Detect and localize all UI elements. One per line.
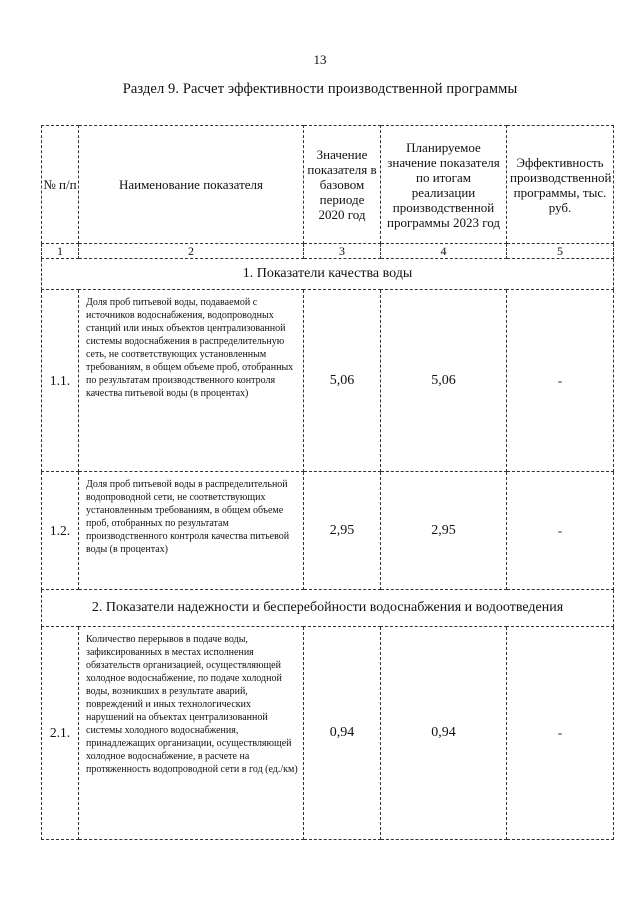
header-num: № п/п — [42, 126, 79, 244]
base-value: 5,06 — [304, 290, 381, 472]
planned-value: 2,95 — [381, 472, 507, 590]
page-number: 13 — [313, 52, 327, 67]
indicator-name: Доля проб питьевой воды, подаваемой с источников водоснабжения, водопроводных станций или иных объектов централизованной системы водоснабжения в распределительную сеть, не соответствующих установленным требованиям, в общем объеме проб, отобранных по результатам производственного контроля качества питьевой воды (в процентах) — [79, 290, 304, 472]
header-planned: Планируемое значение показателя по итогам реализации производственной программы 2023 год — [381, 126, 507, 244]
row-number: 1.1. — [42, 290, 79, 472]
effect-value: - — [507, 627, 614, 840]
row-number: 2.1. — [42, 627, 79, 840]
group-title: 1. Показатели качества воды — [42, 259, 614, 290]
effect-value: - — [507, 472, 614, 590]
column-number: 2 — [79, 244, 304, 259]
indicator-name: Доля проб питьевой воды в распределительной водопроводной сети, не соответствующих установленным требованиям, в общем объеме проб, отобранных по результатам производственного контроля качества питьевой воды (в процентах) — [79, 472, 304, 590]
planned-value: 0,94 — [381, 627, 507, 840]
group-row — [42, 590, 614, 627]
base-value: 0,94 — [304, 627, 381, 840]
header-effect: Эффективность производственной программы, тыс. руб. — [507, 126, 614, 244]
table-header-row — [42, 126, 614, 244]
planned-value: 5,06 — [381, 290, 507, 472]
table-row — [42, 472, 614, 590]
header-base: Значение показателя в базовом периоде 2020 год — [304, 126, 381, 244]
column-number: 3 — [304, 244, 381, 259]
column-numbers-row — [42, 244, 614, 259]
section-title: Раздел 9. Расчет эффективности производственной программы — [122, 81, 518, 97]
base-value: 2,95 — [304, 472, 381, 590]
group-title: 2. Показатели надежности и бесперебойности водоснабжения и водоотведения — [42, 590, 614, 627]
group-row — [42, 259, 614, 290]
header-name: Наименование показателя — [79, 126, 304, 244]
effect-value: - — [507, 290, 614, 472]
indicator-name: Количество перерывов в подаче воды, зафиксированных в местах исполнения обязательств организацией, осуществляющей холодное водоснабжение, по подаче холодной воды, возникших в результате аварий, повреждений и иных технологических нарушений на объектах централизованной системы холодного водоснабжения, принадлежащих организации, осуществляющей холодное водоснабжение, в расчете на протяженность водопроводной сети в год (ед./км) — [79, 627, 304, 840]
row-number: 1.2. — [42, 472, 79, 590]
column-number: 1 — [42, 244, 79, 259]
efficiency-table — [41, 125, 614, 840]
table-row — [42, 627, 614, 840]
column-number: 4 — [381, 244, 507, 259]
table-row — [42, 290, 614, 472]
column-number: 5 — [507, 244, 614, 259]
